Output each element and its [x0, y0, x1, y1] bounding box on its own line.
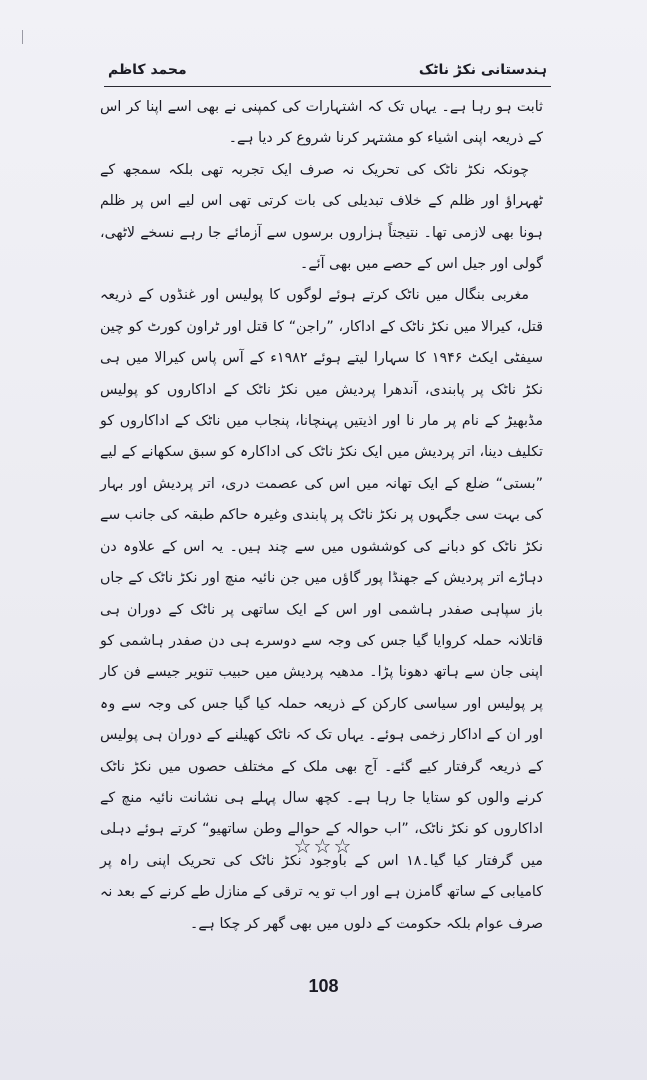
header-author: محمد کاظم — [108, 62, 187, 78]
header-book-title: ہندستانی نکڑ ناٹک — [418, 62, 547, 78]
section-end-ornament: ☆☆☆ — [293, 834, 354, 858]
margin-mark — [22, 30, 23, 44]
page-number: 108 — [308, 976, 339, 996]
paragraph-1: ثابت ہو رہا ہے۔ یہاں تک کہ اشتہارات کی کمپنی نے بھی اسے اپنا کر اس کے ذریعہ اپنی اشیاء کو مشتہر کرنا شروع کر دیا ہے۔ — [100, 99, 543, 147]
body-text — [100, 92, 543, 940]
paragraph-3: مغربی بنگال میں ناٹک کرتے ہوئے لوگوں کا پولیس اور غنڈوں کے ذریعہ قتل، کیرالا میں نکڑ ناٹک کے اداکار، ”راجن“ کا قتل اور ٹراون کورٹ کو چین سیفٹی ایکٹ ۱۹۴۶ کا سہارا لیتے ہوئے ۱۹۸۲ء کے آس پاس کیرالا میں ہی نکڑ ناٹک پر پابندی، آندھرا پردیش میں نکڑ ناٹک کے اداکاروں کو پولیس مڈبھیڑ کے نام پر مار نا اور اذیتیں پہنچانا، پنجاب میں ناٹک کے اداکاروں کو تکلیف دینا، اتر پردیش میں ایک نکڑ ناٹک کی اداکارہ کو سبق سکھانے کے لیے ”بستی“ ضلع کے ایک تھانہ میں اس کی عصمت دری، اتر پردیش اور بہار کی بہت سی جگہوں پر نکڑ ناٹک پر پابندی وغیرہ حاکم طبقہ کی جانب سے نکڑ ناٹک کو دبانے کی کوششوں میں سے چند ہیں۔ یہ اس کے علاوہ دن دہاڑے اتر پردیش کے جھنڈا پور گاؤں میں جن نائیہ منچ اور نکڑ ناٹک کے جاں باز سپاہی صفدر ہاشمی اور اس کے ایک ساتھی پر ناٹک کے دوران ہی قاتلانہ حملہ کروایا گیا جس کی وجہ سے دوسرے ہی دن صفدر ہاشمی کو اپنی جان سے ہاتھ دھونا پڑا۔ مدھیہ پردیش میں حبیب تنویر جیسے فن کار پر پولیس اور سیاسی کارکن کے ذریعہ حملہ کیا گیا جس کی وجہ سے وہ اور ان کے اداکار زخمی ہوئے۔ یہاں تک کہ ناٹک کھیلنے کے دوران ہی پولیس کے ذریعہ گرفتار کیے گئے۔ آج بھی ملک کے مختلف حصوں میں نکڑ ناٹک کرنے والوں کو ستایا جا رہا ہے۔ کچھ سال پہلے ہی نشانت نائیہ منچ کے اداکاروں کو نکڑ ناٹک، ”اب حوالہ کے حوالے وطن ساتھیو“ کرتے ہوئے دہلی میں گرفتار کیا گیا۔۱۸ اس کے باوجود نکڑ ناٹک کی تحریک اپنی راہ پر کامیابی کے ساتھ گامزن ہے اور اب تو یہ ترقی کے منازل طے کرنے کے بعد نہ صرف عوام بلکہ حکومت کے دلوں میں بھی گھر کر چکا ہے۔ — [100, 287, 543, 932]
header-rule — [104, 86, 551, 87]
running-header — [108, 58, 547, 82]
paragraph-2: چونکہ نکڑ ناٹک کی تحریک نہ صرف ایک تجربہ تھی بلکہ سمجھ کے ٹھہراؤ اور ظلم کے خلاف تبدیلی کی بات کرتی تھی اس لیے اس پر ظلم ہونا بھی لازمی تھا۔ نتیجتاً ہزاروں برسوں سے آزمائے جا رہے نسخے لاٹھی، گولی اور جیل اس کے حصے میں بھی آئے۔ — [100, 161, 543, 273]
